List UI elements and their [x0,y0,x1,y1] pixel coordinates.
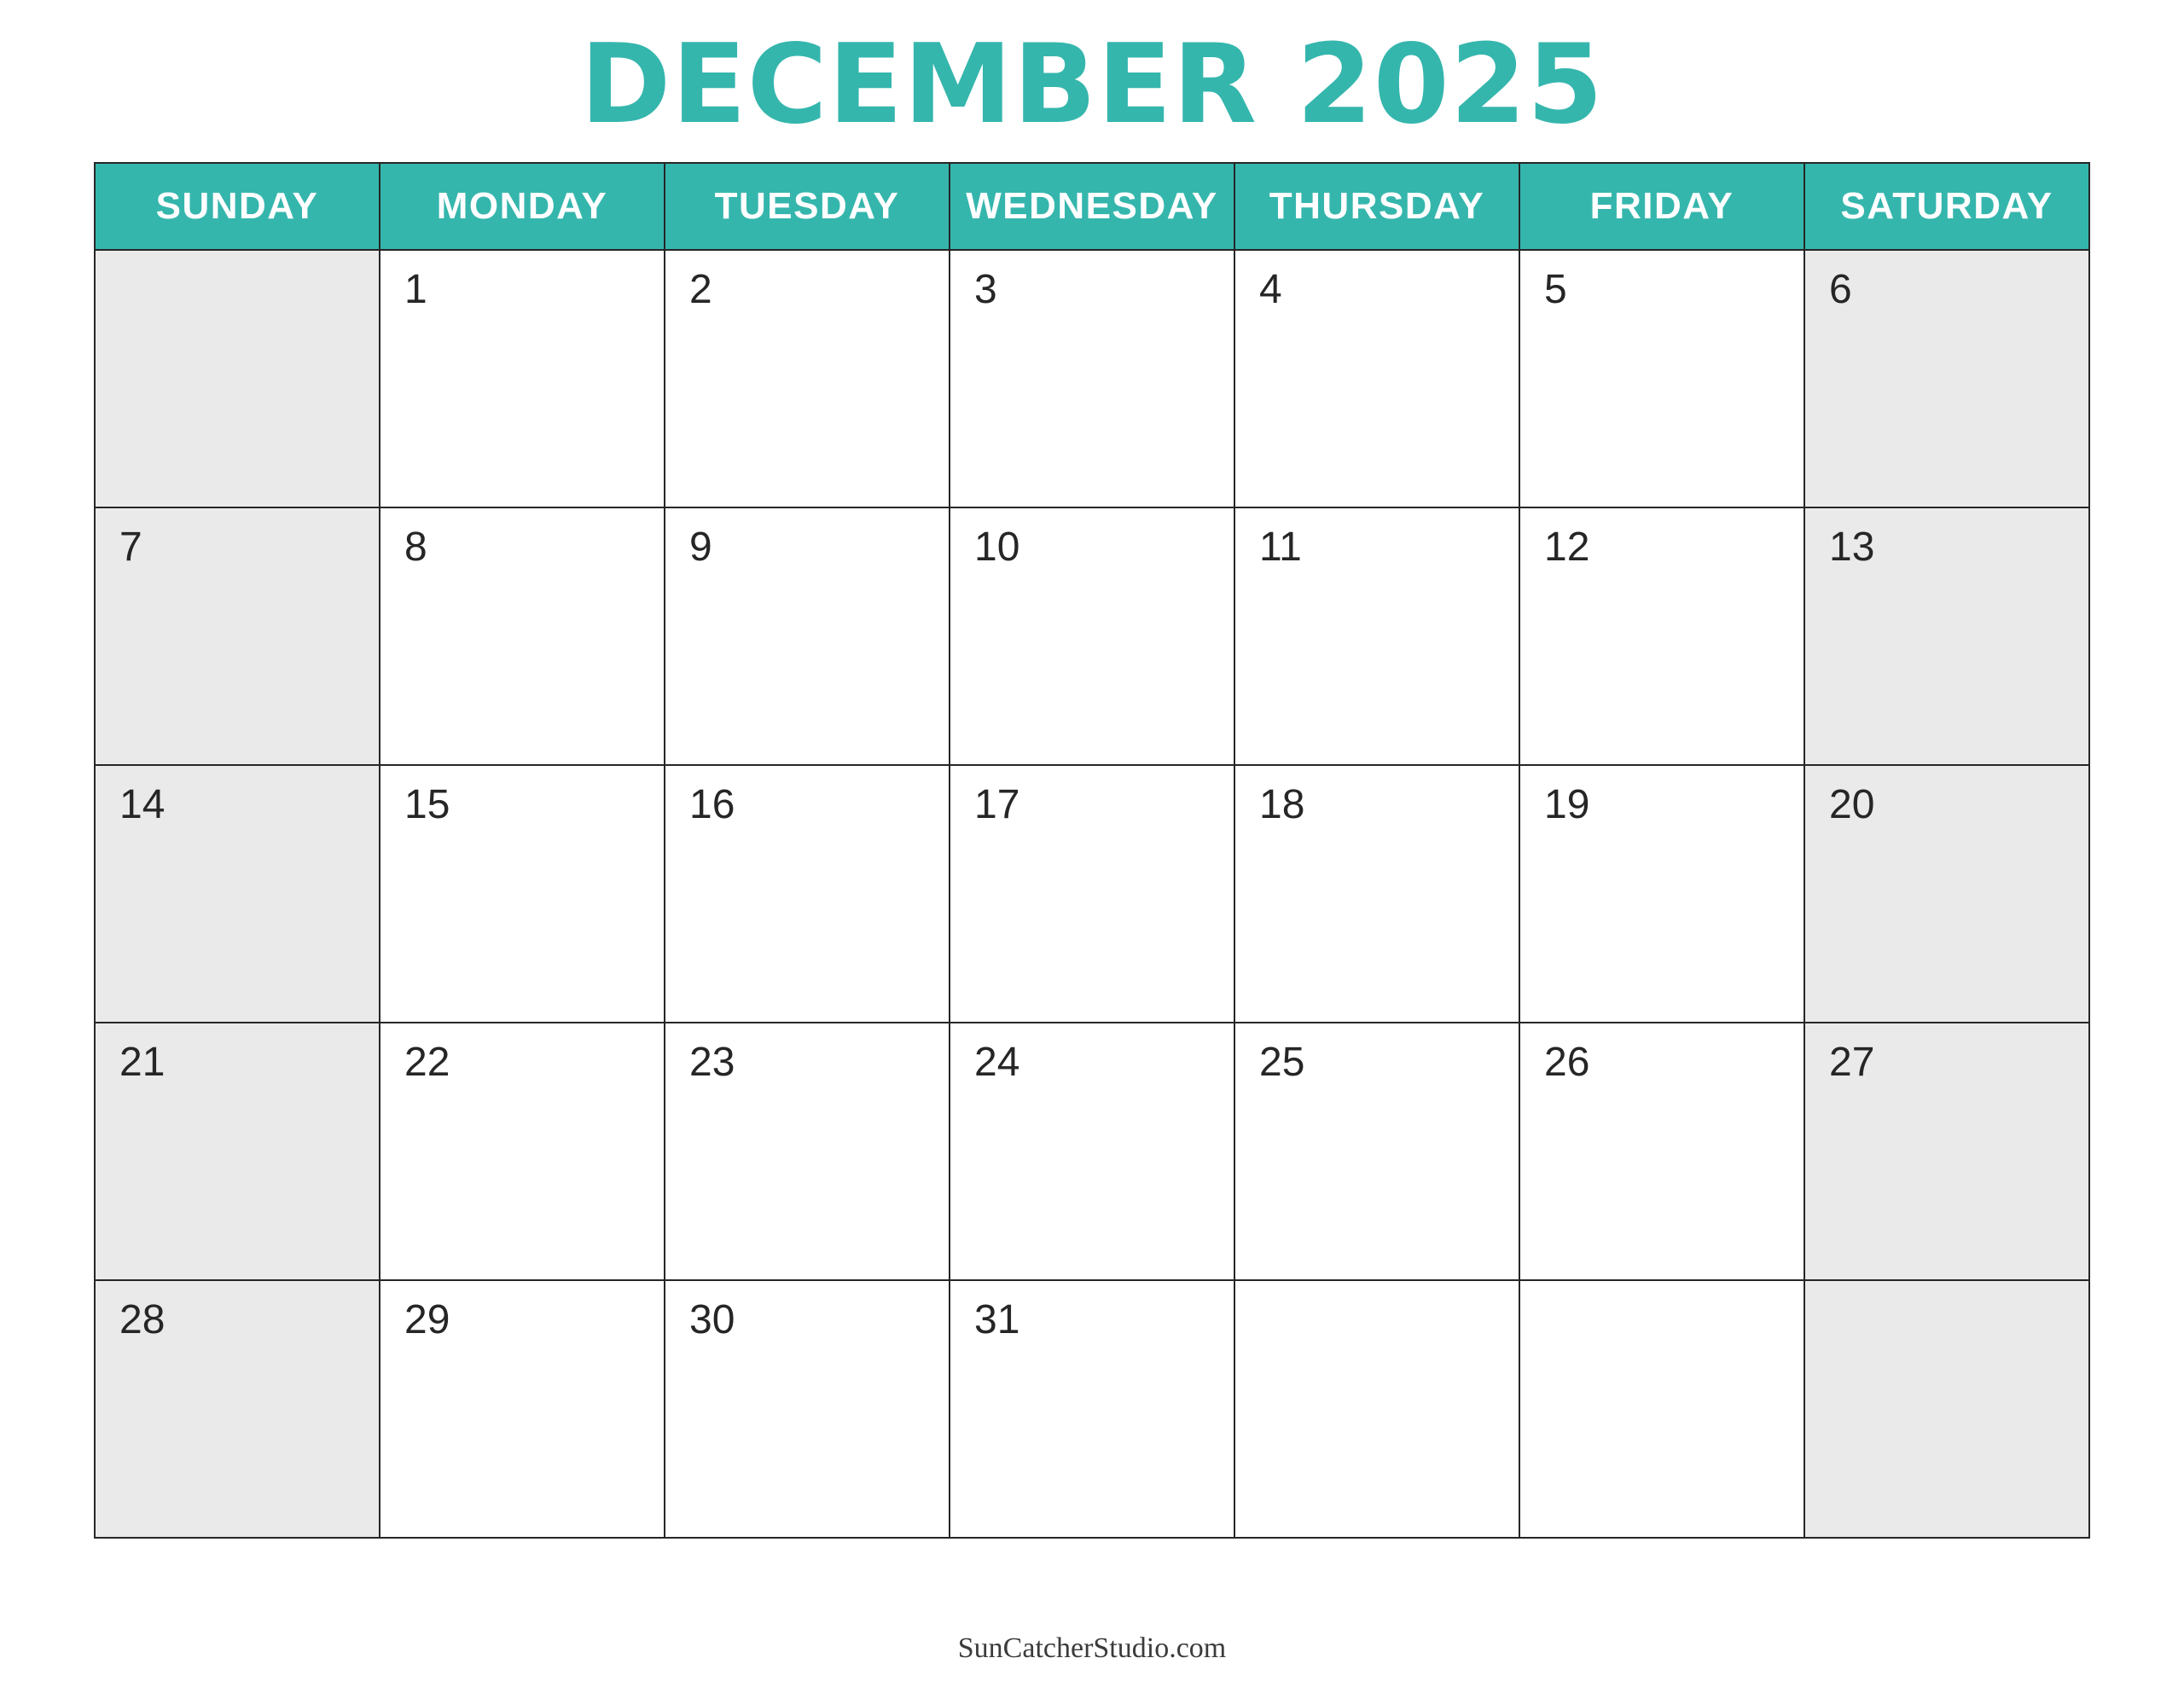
day-number: 22 [404,1040,450,1085]
day-number: 25 [1259,1040,1305,1085]
weekday-header-thursday: THURSDAY [1234,163,1519,250]
day-number: 20 [1829,782,1875,827]
day-cell[interactable] [1804,1023,2089,1280]
day-cell[interactable] [380,507,665,765]
day-number: 14 [119,782,166,827]
day-cell[interactable] [665,1280,950,1538]
day-cell[interactable] [950,250,1234,507]
day-cell[interactable] [95,765,380,1023]
weekday-header-friday: FRIDAY [1519,163,1804,250]
day-number: 27 [1829,1040,1875,1085]
calendar-table [94,162,2090,1539]
calendar-week-row [95,765,2089,1023]
day-number: 8 [404,525,427,570]
day-cell[interactable] [950,1280,1234,1538]
day-number: 18 [1259,782,1305,827]
day-number: 17 [974,782,1020,827]
day-cell[interactable] [1519,250,1804,507]
weekday-header-monday: MONDAY [380,163,665,250]
day-number: 19 [1544,782,1590,827]
day-cell[interactable] [380,250,665,507]
weekday-header-saturday: SATURDAY [1804,163,2089,250]
day-cell-empty[interactable] [1519,1280,1804,1538]
day-number: 26 [1544,1040,1590,1085]
day-cell[interactable] [950,765,1234,1023]
day-cell[interactable] [1804,250,2089,507]
day-cell[interactable] [95,1023,380,1280]
day-number: 9 [689,525,712,570]
day-cell[interactable] [380,765,665,1023]
day-cell[interactable] [665,765,950,1023]
day-cell[interactable] [1234,507,1519,765]
day-cell[interactable] [1234,1023,1519,1280]
day-cell[interactable] [95,1280,380,1538]
day-cell-empty[interactable] [1804,1280,2089,1538]
day-number: 23 [689,1040,735,1085]
day-number: 28 [119,1297,166,1342]
day-cell[interactable] [1804,765,2089,1023]
day-number: 2 [689,267,712,312]
day-number: 30 [689,1297,735,1342]
day-cell-empty[interactable] [1234,1280,1519,1538]
day-number: 29 [404,1297,450,1342]
calendar-week-row [95,507,2089,765]
day-number: 4 [1259,267,1282,312]
calendar-body [95,250,2089,1538]
day-cell[interactable] [950,507,1234,765]
day-cell[interactable] [380,1280,665,1538]
day-cell[interactable] [1519,1023,1804,1280]
day-number: 24 [974,1040,1020,1085]
day-cell-empty[interactable] [95,250,380,507]
day-number: 10 [974,525,1020,570]
day-cell[interactable] [1234,765,1519,1023]
day-number: 5 [1544,267,1567,312]
day-number: 7 [119,525,142,570]
weekday-header-tuesday: TUESDAY [665,163,950,250]
calendar-grid-wrapper [94,162,2090,1539]
day-number: 31 [974,1297,1020,1342]
calendar-week-row [95,1023,2089,1280]
weekday-header-wednesday: WEDNESDAY [950,163,1234,250]
day-number: 11 [1259,525,1302,570]
footer-credit: SunCatcherStudio.com [957,1632,1227,1664]
page-title: DECEMBER 2025 [580,21,1604,148]
day-cell[interactable] [950,1023,1234,1280]
day-number: 15 [404,782,450,827]
day-number: 13 [1829,525,1875,570]
calendar-week-row [95,1280,2089,1538]
day-number: 12 [1544,525,1590,570]
day-number: 3 [974,267,997,312]
day-cell[interactable] [665,1023,950,1280]
day-cell[interactable] [1519,765,1804,1023]
day-number: 1 [404,267,427,312]
day-cell[interactable] [665,250,950,507]
weekday-header-sunday: SUNDAY [95,163,380,250]
day-cell[interactable] [1804,507,2089,765]
day-number: 16 [689,782,735,827]
day-cell[interactable] [1519,507,1804,765]
calendar-header-row [95,163,2089,250]
day-number: 21 [119,1040,166,1085]
day-cell[interactable] [1234,250,1519,507]
calendar-week-row [95,250,2089,507]
day-cell[interactable] [95,507,380,765]
day-cell[interactable] [665,507,950,765]
day-cell[interactable] [380,1023,665,1280]
day-number: 6 [1829,267,1852,312]
